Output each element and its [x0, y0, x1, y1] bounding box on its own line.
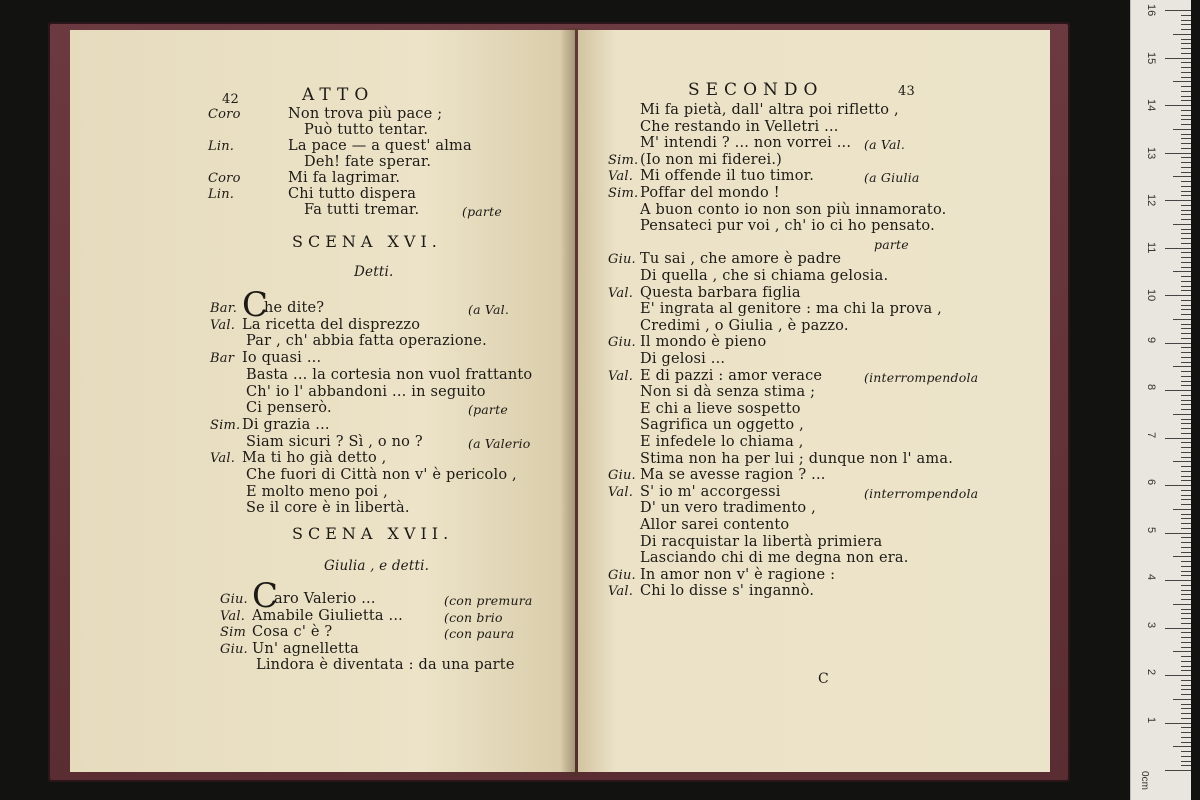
- left-page-number: 42: [222, 92, 239, 107]
- verse-line: E infedele lo chiama ,: [640, 434, 804, 450]
- ruler-number: 8: [1145, 384, 1157, 391]
- ruler-tick: [1181, 100, 1191, 101]
- ruler-tick: [1181, 694, 1191, 695]
- ruler-tick: [1181, 324, 1191, 325]
- ruler-tick: [1173, 81, 1191, 82]
- ruler-tick: [1181, 233, 1191, 234]
- ruler-tick: [1181, 471, 1191, 472]
- stage-direction: (a Valerio: [468, 435, 531, 451]
- speaker-label: Lin.: [208, 139, 235, 154]
- speaker-label: Giu.: [220, 641, 248, 657]
- ruler-tick: [1181, 599, 1191, 600]
- ruler-tick: [1181, 718, 1191, 719]
- ruler-tick: [1165, 153, 1191, 154]
- ruler-tick: [1181, 727, 1191, 728]
- ruler-tick: [1165, 438, 1191, 439]
- speaker-label: Giu.: [608, 468, 636, 484]
- ruler-tick: [1181, 15, 1191, 16]
- verse-line: E di pazzi : amor verace: [640, 367, 823, 384]
- verse-line: Mi fa pietà, dall' altra poi rifletto ,: [640, 102, 899, 118]
- ruler-tick: [1173, 746, 1191, 747]
- ruler-tick: [1181, 689, 1191, 690]
- verse-line: Stima non ha per lui ; dunque non l' ama.: [640, 450, 953, 467]
- verse-line: Fa tutti tremar.: [304, 202, 420, 218]
- ruler-tick: [1165, 200, 1191, 201]
- ruler-tick: [1181, 661, 1191, 662]
- ruler-tick: [1181, 309, 1191, 310]
- ruler-tick: [1181, 77, 1191, 78]
- ruler-tick: [1181, 537, 1191, 538]
- verse-line: Di grazia ...: [242, 416, 330, 433]
- ruler-tick: [1181, 181, 1191, 182]
- verse-line: Chi lo disse s' ingannò.: [640, 583, 815, 600]
- speaker-label: Val.: [608, 584, 634, 600]
- ruler-tick: [1181, 632, 1191, 633]
- ruler-tick: [1181, 300, 1191, 301]
- verse-line: Il mondo è pieno: [640, 334, 767, 351]
- ruler-tick: [1181, 257, 1191, 258]
- speaker-label: Sim.: [608, 186, 639, 201]
- ruler-tick: [1181, 119, 1191, 120]
- ruler-tick: [1181, 613, 1191, 614]
- verse-line: Può tutto tentar.: [304, 122, 429, 138]
- ruler-tick: [1173, 509, 1191, 510]
- ruler-tick: [1181, 143, 1191, 144]
- verse-line: Ci penserò.: [246, 400, 332, 417]
- ruler-tick: [1181, 737, 1191, 738]
- ruler-tick: [1181, 124, 1191, 125]
- ruler-tick: [1181, 110, 1191, 111]
- ruler-tick: [1181, 62, 1191, 63]
- ruler-tick: [1165, 628, 1191, 629]
- verse-line: Lasciando chi di me degna non era.: [640, 550, 909, 567]
- ruler-tick: [1165, 248, 1191, 249]
- ruler-tick: [1165, 105, 1191, 106]
- ruler-tick: [1181, 333, 1191, 334]
- speaker-label: Val.: [608, 484, 634, 500]
- ruler-tick: [1181, 575, 1191, 576]
- ruler-tick: [1181, 24, 1191, 25]
- ruler-tick: [1181, 419, 1191, 420]
- speaker-label: Sim.: [608, 152, 639, 168]
- ruler-tick: [1181, 328, 1191, 329]
- verse-line: Siam sicuri ? Sì , o no ?: [246, 433, 423, 450]
- verse-line: aro Valerio ...: [274, 591, 376, 607]
- verse-line: Questa barbara figlia: [640, 284, 801, 301]
- ruler-tick: [1181, 186, 1191, 187]
- ruler-number: 12: [1145, 194, 1157, 207]
- speaker-label: Sim: [220, 625, 246, 640]
- ruler-number: 16: [1145, 4, 1157, 17]
- ruler-tick: [1173, 651, 1191, 652]
- ruler-number: 15: [1145, 51, 1157, 64]
- ruler-tick: [1181, 466, 1191, 467]
- speaker-label: Coro: [208, 107, 241, 122]
- ruler-tick: [1181, 637, 1191, 638]
- ruler-tick: [1165, 675, 1191, 676]
- ruler-tick: [1181, 267, 1191, 268]
- ruler-tick: [1181, 561, 1191, 562]
- verse-line: La pace — a quest' alma: [288, 138, 472, 154]
- speaker-label: Bar: [210, 351, 235, 367]
- ruler-tick: [1181, 642, 1191, 643]
- ruler-tick: [1181, 338, 1191, 339]
- ruler-number: 11: [1145, 241, 1157, 253]
- ruler-tick: [1181, 53, 1191, 54]
- speaker-label: Lin.: [208, 187, 235, 202]
- ruler-tick: [1165, 723, 1191, 724]
- verse-line: E molto meno poi ,: [246, 483, 388, 500]
- ruler-tick: [1181, 732, 1191, 733]
- ruler-tick: [1181, 547, 1191, 548]
- ruler-tick: [1181, 594, 1191, 595]
- ruler-tick: [1181, 281, 1191, 282]
- verse-line: Cosa c' è ?: [252, 624, 333, 640]
- verse-line: Non trova più pace ;: [288, 106, 443, 122]
- verse-line: E' ingrata al genitore : ma chi la prova ,: [640, 301, 942, 318]
- ruler-tick: [1181, 552, 1191, 553]
- ruler-tick: [1181, 347, 1191, 348]
- verse-line: Deh! fate sperar.: [304, 154, 432, 170]
- verse-line: Pensateci pur voi , ch' io ci ho pensato.: [640, 218, 935, 235]
- ruler-tick: [1181, 447, 1191, 448]
- ruler-number: 14: [1145, 99, 1157, 112]
- left-page: [70, 30, 575, 772]
- stage-direction: (con paura: [444, 626, 515, 641]
- ruler-tick: [1181, 157, 1191, 158]
- ruler-tick: [1181, 86, 1191, 87]
- ruler-tick: [1181, 362, 1191, 363]
- ruler-tick: [1181, 376, 1191, 377]
- measurement-ruler: [1130, 0, 1191, 800]
- ruler-tick: [1181, 286, 1191, 287]
- ruler-tick: [1181, 395, 1191, 396]
- speaker-label: Giu.: [220, 592, 248, 607]
- ruler-tick: [1165, 485, 1191, 486]
- ruler-tick: [1181, 428, 1191, 429]
- speaker-label: Val.: [608, 285, 634, 301]
- ruler-tick: [1181, 238, 1191, 239]
- drop-capital: C: [242, 285, 269, 325]
- ruler-tick: [1165, 533, 1191, 534]
- ruler-tick: [1181, 67, 1191, 68]
- ruler-tick: [1181, 409, 1191, 410]
- verse-line: Che restando in Velletri ...: [640, 118, 839, 135]
- ruler-tick: [1181, 499, 1191, 500]
- verse-line: Un' agnelletta: [252, 640, 359, 657]
- verse-line: (Io non mi fiderei.): [640, 151, 783, 168]
- stage-direction: (con brio: [444, 609, 503, 625]
- ruler-tick: [1181, 43, 1191, 44]
- ruler-unit-label: 0cm: [1138, 771, 1150, 790]
- scene-16-heading: SCENA XVI.: [292, 232, 442, 251]
- ruler-tick: [1173, 556, 1191, 557]
- ruler-tick: [1173, 271, 1191, 272]
- verse-line: In amor non v' è ragione :: [640, 566, 836, 583]
- ruler-tick: [1165, 390, 1191, 391]
- speaker-label: Coro: [208, 171, 241, 186]
- ruler-tick: [1181, 504, 1191, 505]
- ruler-tick: [1181, 20, 1191, 21]
- ruler-tick: [1181, 670, 1191, 671]
- ruler-tick: [1181, 96, 1191, 97]
- ruler-tick: [1181, 162, 1191, 163]
- speaker-label: Bar.: [210, 301, 238, 316]
- ruler-tick: [1181, 680, 1191, 681]
- verse-line: Poffar del mondo !: [640, 185, 780, 201]
- scene-16-subtitle: Detti.: [354, 264, 394, 280]
- ruler-tick: [1181, 713, 1191, 714]
- ruler-tick: [1181, 191, 1191, 192]
- ruler-tick: [1165, 295, 1191, 296]
- left-running-header: ATTO: [302, 85, 375, 105]
- stage-direction: (con premura: [444, 593, 533, 608]
- stage-direction: (a Giulia: [864, 170, 920, 186]
- ruler-number: 3: [1145, 621, 1157, 628]
- ruler-tick: [1181, 490, 1191, 491]
- ruler-tick: [1181, 514, 1191, 515]
- ruler-tick: [1181, 91, 1191, 92]
- ruler-tick: [1165, 58, 1191, 59]
- ruler-number: 1: [1145, 716, 1157, 723]
- ruler-tick: [1181, 618, 1191, 619]
- ruler-tick: [1181, 433, 1191, 434]
- ruler-tick: [1173, 129, 1191, 130]
- ruler-number: 5: [1145, 526, 1157, 533]
- ruler-tick: [1173, 461, 1191, 462]
- verse-line: Par , ch' abbia fatta operazione.: [246, 333, 487, 350]
- speaker-label: Giu.: [608, 252, 636, 268]
- ruler-tick: [1181, 195, 1191, 196]
- stage-direction: (parte: [462, 204, 502, 219]
- ruler-tick: [1181, 138, 1191, 139]
- stage-direction: (a Val.: [468, 302, 510, 317]
- speaker-label: Giu.: [608, 567, 636, 583]
- ruler-tick: [1181, 252, 1191, 253]
- ruler-tick: [1181, 656, 1191, 657]
- speaker-label: Sim.: [210, 417, 241, 433]
- ruler-tick: [1181, 528, 1191, 529]
- stage-direction: (interrompendola: [864, 485, 979, 501]
- ruler-tick: [1181, 115, 1191, 116]
- ruler-tick: [1173, 699, 1191, 700]
- ruler-tick: [1181, 134, 1191, 135]
- verse-line: Io quasi ...: [242, 350, 322, 367]
- ruler-tick: [1181, 457, 1191, 458]
- ruler-number: 10: [1145, 289, 1157, 302]
- ruler-tick: [1181, 666, 1191, 667]
- ruler-tick: [1181, 148, 1191, 149]
- ruler-tick: [1181, 352, 1191, 353]
- speaker-label: Giu.: [608, 335, 636, 351]
- ruler-tick: [1181, 609, 1191, 610]
- ruler-tick: [1181, 262, 1191, 263]
- ruler-tick: [1173, 176, 1191, 177]
- verse-line: Ma ti ho già detto ,: [242, 450, 387, 467]
- stage-direction: (parte: [468, 402, 508, 418]
- ruler-tick: [1181, 219, 1191, 220]
- ruler-tick: [1181, 243, 1191, 244]
- verse-line: Ch' io l' abbandoni ... in seguito: [246, 383, 486, 400]
- speaker-label: Val.: [210, 317, 236, 333]
- verse-line: La ricetta del disprezzo: [242, 316, 421, 333]
- ruler-tick: [1181, 623, 1191, 624]
- ruler-tick: [1181, 571, 1191, 572]
- ruler-tick: [1181, 704, 1191, 705]
- ruler-tick: [1181, 357, 1191, 358]
- speaker-label: Val.: [210, 451, 236, 467]
- ruler-tick: [1181, 423, 1191, 424]
- stage-direction: (a Val.: [864, 137, 906, 153]
- verse-line: Ma se avesse ragion ? ...: [640, 467, 826, 484]
- verse-line: Sagrifica un oggetto ,: [640, 417, 804, 434]
- ruler-tick: [1173, 224, 1191, 225]
- stage-direction: parte: [874, 236, 909, 252]
- ruler-tick: [1181, 761, 1191, 762]
- ruler-tick: [1181, 400, 1191, 401]
- ruler-tick: [1181, 590, 1191, 591]
- ruler-tick: [1181, 480, 1191, 481]
- signature-mark: C: [818, 671, 829, 687]
- ruler-tick: [1181, 290, 1191, 291]
- ruler-tick: [1181, 518, 1191, 519]
- verse-line: D' un vero tradimento ,: [640, 500, 816, 517]
- right-page: [578, 30, 1050, 772]
- ruler-tick: [1181, 276, 1191, 277]
- verse-line: Non si dà senza stima ;: [640, 384, 816, 401]
- ruler-tick: [1181, 48, 1191, 49]
- speaker-label: Val.: [608, 368, 634, 384]
- verse-line: Mi fa lagrimar.: [288, 170, 401, 186]
- verse-line: Di quella , che si chiama gelosia.: [640, 268, 889, 284]
- verse-line: Che fuori di Città non v' è pericolo ,: [246, 467, 517, 483]
- ruler-tick: [1181, 229, 1191, 230]
- verse-line: Di racquistar la libertà primiera: [640, 533, 883, 550]
- scene-17-subtitle: Giulia , e detti.: [324, 558, 430, 574]
- ruler-tick: [1173, 34, 1191, 35]
- ruler-tick: [1173, 604, 1191, 605]
- ruler-tick: [1181, 685, 1191, 686]
- ruler-tick: [1173, 319, 1191, 320]
- drop-capital: C: [252, 576, 279, 616]
- ruler-tick: [1181, 566, 1191, 567]
- right-running-header: SECONDO: [688, 80, 824, 100]
- ruler-tick: [1165, 580, 1191, 581]
- ruler-tick: [1181, 39, 1191, 40]
- ruler-number: 13: [1145, 146, 1157, 159]
- verse-line: Di gelosi ...: [640, 351, 726, 367]
- verse-line: Tu sai , che amore è padre: [640, 251, 842, 268]
- verse-line: Se il core è in libertà.: [246, 500, 410, 517]
- ruler-tick: [1173, 414, 1191, 415]
- ruler-tick: [1165, 770, 1191, 771]
- speaker-label: Val.: [608, 169, 634, 185]
- ruler-tick: [1181, 72, 1191, 73]
- verse-line: he dite?: [264, 300, 325, 316]
- right-page-number: 43: [898, 84, 915, 99]
- verse-line: A buon conto io non son più innamorato.: [640, 201, 947, 218]
- verse-line: Lindora è diventata : da una parte: [256, 657, 515, 673]
- ruler-tick: [1165, 343, 1191, 344]
- ruler-number: 9: [1145, 336, 1157, 343]
- ruler-tick: [1181, 542, 1191, 543]
- ruler-tick: [1181, 210, 1191, 211]
- ruler-tick: [1181, 523, 1191, 524]
- verse-line: Allor sarei contento: [640, 517, 790, 533]
- ruler-tick: [1181, 172, 1191, 173]
- ruler-tick: [1181, 742, 1191, 743]
- verse-line: Credimi , o Giulia , è pazzo.: [640, 317, 849, 334]
- ruler-number: 4: [1145, 574, 1157, 581]
- ruler-tick: [1181, 385, 1191, 386]
- scene-17-heading: SCENA XVII.: [292, 524, 454, 543]
- ruler-tick: [1181, 214, 1191, 215]
- ruler-tick: [1181, 381, 1191, 382]
- verse-line: M' intendi ? ... non vorrei ...: [640, 135, 852, 152]
- ruler-tick: [1181, 452, 1191, 453]
- ruler-tick: [1181, 314, 1191, 315]
- ruler-tick: [1181, 585, 1191, 586]
- ruler-tick: [1181, 476, 1191, 477]
- ruler-tick: [1181, 442, 1191, 443]
- ruler-tick: [1181, 751, 1191, 752]
- ruler-tick: [1181, 647, 1191, 648]
- verse-line: Amabile Giulietta ...: [252, 607, 403, 624]
- stage-direction: (interrompendola: [864, 369, 979, 385]
- ruler-tick: [1181, 756, 1191, 757]
- ruler-tick: [1181, 167, 1191, 168]
- ruler-tick: [1181, 495, 1191, 496]
- ruler-number: 6: [1145, 479, 1157, 486]
- verse-line: Mi offende il tuo timor.: [640, 168, 815, 185]
- ruler-tick: [1181, 708, 1191, 709]
- verse-line: Basta ... la cortesia non vuol frattanto: [246, 366, 533, 383]
- ruler-tick: [1181, 765, 1191, 766]
- ruler-tick: [1165, 10, 1191, 11]
- ruler-tick: [1181, 205, 1191, 206]
- speaker-label: Val.: [220, 608, 246, 624]
- verse-line: Chi tutto dispera: [288, 186, 417, 202]
- ruler-number: 2: [1145, 669, 1157, 676]
- ruler-tick: [1181, 29, 1191, 30]
- ruler-tick: [1173, 366, 1191, 367]
- ruler-tick: [1181, 371, 1191, 372]
- verse-line: E chi a lieve sospetto: [640, 400, 801, 417]
- ruler-tick: [1181, 305, 1191, 306]
- ruler-tick: [1181, 404, 1191, 405]
- verse-line: S' io m' accorgessi: [640, 483, 781, 500]
- ruler-number: 7: [1145, 431, 1157, 438]
